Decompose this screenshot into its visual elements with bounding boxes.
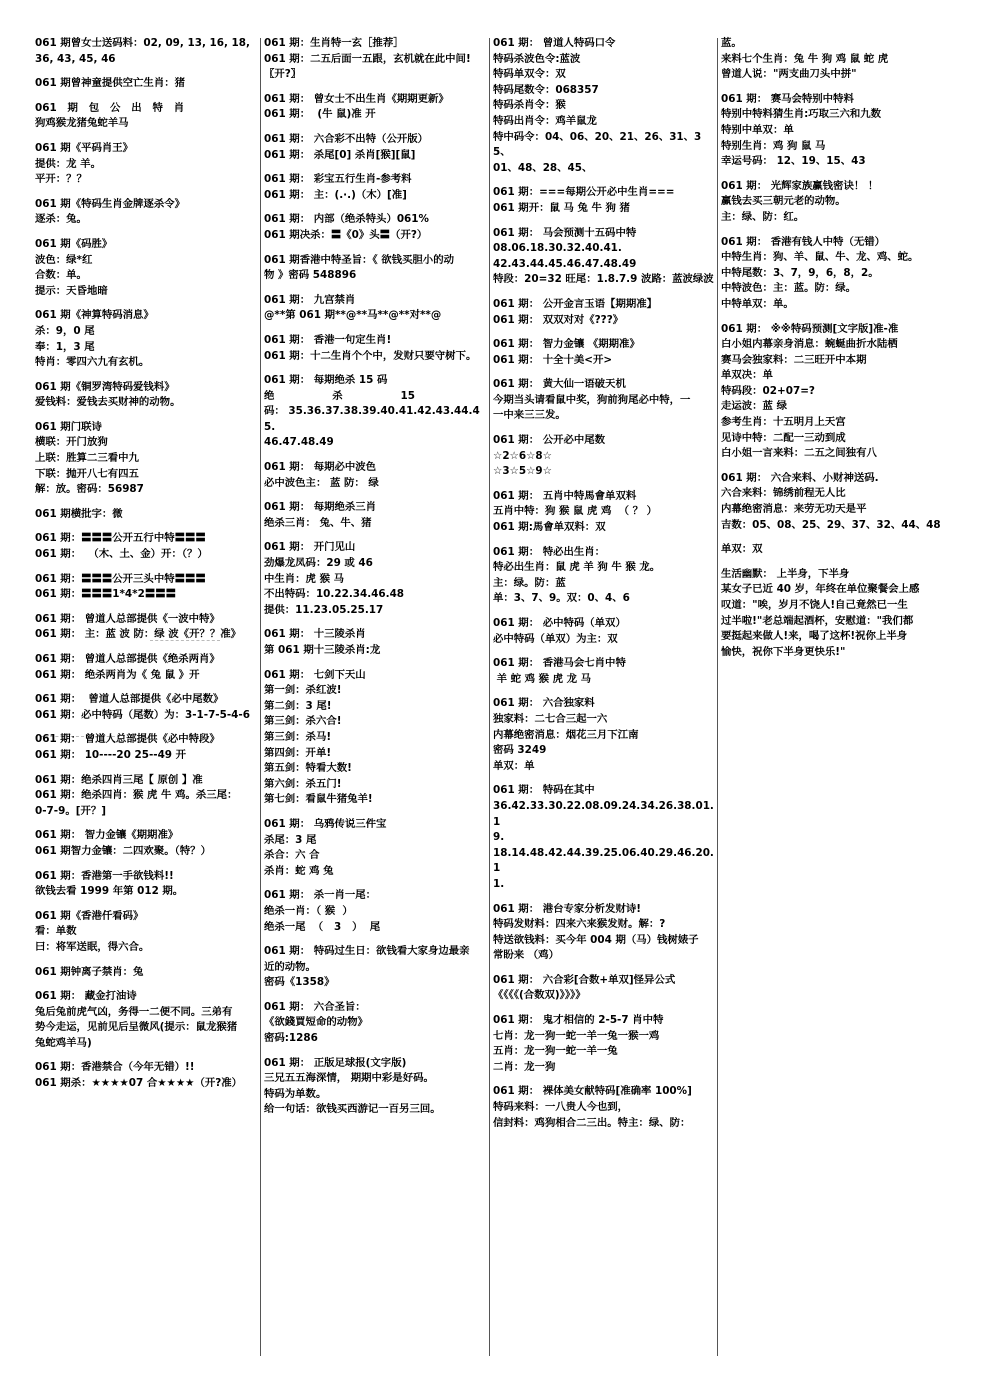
- text-line: 特段：20=32 旺尾：1.8.7.9 波路：蓝波绿波: [493, 273, 714, 286]
- text-line: 061 期：香港第一手欲钱料!!: [35, 869, 174, 882]
- text-line: 码： 35.36.37.38.39.40.41.42.43.44.45.: [264, 405, 480, 433]
- text-block: [493, 297, 718, 328]
- text-line: 9.: [493, 831, 505, 844]
- text-line: 061 期： 黄大仙一语破天机: [493, 378, 626, 391]
- text-line: 特码段：02+07=?: [721, 384, 815, 397]
- column-divider: [489, 38, 490, 1356]
- text-block: [35, 36, 257, 67]
- text-block: [35, 572, 257, 603]
- text-line: 061 期： ※※特码预测[文字版]准-准: [721, 322, 899, 335]
- text-block: [35, 989, 257, 1051]
- text-line: 061 期： 10----20 25--49 开: [35, 748, 187, 761]
- text-line: 必中特码（单双）为主：双: [493, 632, 618, 645]
- text-block: [264, 460, 489, 491]
- text-line: 第六剑：杀五门!: [264, 777, 342, 790]
- text-line: 061 期门联诗: [35, 420, 102, 433]
- text-line: 第二剑：3 尾!: [264, 699, 332, 712]
- text-line: 平开：？？: [35, 173, 87, 186]
- text-line: 061 期： （木、土、金）开：（？）: [35, 548, 208, 561]
- text-line: 第七剑：看鼠牛猪兔羊!: [264, 793, 373, 806]
- text-line: 提供：11.23.05.25.17: [264, 603, 384, 616]
- text-line: 密码 3249: [493, 744, 547, 757]
- text-block: [721, 567, 947, 661]
- text-line: 欲钱去看 1999 年第 012 期。: [35, 885, 184, 898]
- text-block: [493, 1084, 718, 1131]
- text-line: 46.47.48.49: [264, 436, 334, 449]
- text-line: 《欲錢買短命的动物》: [264, 1016, 368, 1029]
- text-line: 061 期： (牛 鼠)准 开: [264, 108, 376, 121]
- text-line: 061 期杀：★★★★07 合★★★★（开?准）: [35, 1077, 243, 1090]
- text-line: 061 期： 双双对对《???》: [493, 313, 624, 326]
- text-line: 单双决：单: [721, 369, 773, 382]
- text-line: 061 期《码胜》: [35, 237, 113, 250]
- text-block: [35, 531, 257, 562]
- text-line: 061 期： 特必出生肖：: [493, 545, 606, 558]
- text-line: 061 期 包 公 出 特 肖: [35, 101, 185, 114]
- text-line: 曾道人说："两支曲刀头中拼": [721, 68, 857, 81]
- text-line: 中特单双：单。: [721, 297, 794, 310]
- text-line: 给一句话：欲钱买西游记一百另三回。: [264, 1103, 441, 1116]
- text-line: 061 期： 曾女士不出生肖《期期更新》: [264, 92, 449, 105]
- text-block: [35, 101, 257, 132]
- text-line: 愉快，祝你下半身更快乐!": [721, 645, 846, 658]
- text-block: [264, 373, 489, 451]
- text-block: [35, 507, 257, 523]
- text-line: 合数：单。: [35, 269, 87, 282]
- text-line: 061 期:馬會单双料：双: [493, 521, 606, 534]
- text-line: 杀合：六 合: [264, 849, 320, 862]
- text-line: 不出特码：10.22.34.46.48: [264, 588, 405, 601]
- column-4: [721, 36, 947, 669]
- text-line: 061 期： 六合圣旨：: [264, 1000, 366, 1013]
- text-line: 42.43.44.45.46.47.48.49: [493, 257, 637, 270]
- text-block: [35, 773, 257, 820]
- text-line: 兔蛇鸡羊马): [35, 1036, 92, 1049]
- text-line: 061 期：生肖特一玄［推荐］: [264, 37, 404, 49]
- text-line: 绝杀三肖： 兔、牛、猪: [264, 516, 372, 529]
- text-line: 061 期：香港禁合（今年无错）!!: [35, 1061, 195, 1074]
- text-line: 061 期： 每期必中波色: [264, 461, 377, 474]
- text-line: 劲爆龙凤码：29 或 46: [264, 557, 373, 570]
- text-block: [721, 36, 947, 83]
- text-line: 兔后兔前虎气凶，务得一二便不同。三弟有: [35, 1005, 233, 1018]
- text-line: 主：绿、防：红。: [721, 210, 805, 223]
- text-line: 061 期： 必中特码（单双）: [493, 617, 626, 629]
- text-line: 特别中特料猜生肖:巧取三六和九数: [721, 108, 882, 121]
- text-line: 特别中单双：单: [721, 123, 794, 136]
- text-block: [264, 888, 489, 935]
- text-line: 061 期： 智力金镶《期期准》: [35, 829, 179, 842]
- text-line: 波色：绿*红: [35, 253, 93, 266]
- text-line: 061 期： 赛马会特别中特料: [721, 92, 854, 105]
- text-block: [493, 616, 718, 647]
- column-3: [493, 36, 718, 1140]
- text-line: 061 期： 曾道人总部提供《必中尾数》: [35, 693, 224, 706]
- text-line: 061 期： 公开金言玉语【期期准】: [493, 297, 658, 310]
- text-line: 曰：将军送眠，得六合。: [35, 940, 150, 953]
- text-line: 061 期： 曾道人总部提供《必中特段》: [35, 733, 220, 746]
- text-line: @**第 061 期**@**马**@**对**@: [264, 309, 442, 322]
- text-line: 061 期： 曾道人总部提供《一波中特》: [35, 612, 220, 625]
- text-line: 061 期曾女士送码料：02, 09, 13, 16, 18,: [35, 37, 250, 49]
- text-line: 061 期： 九宫禁肖: [264, 293, 356, 306]
- text-line: 061 期： 杀尾[0] 杀肖[猴][鼠]: [264, 148, 416, 161]
- text-line: 内幕绝密消息：烟花三月下江南: [493, 728, 639, 741]
- text-block: [35, 380, 257, 411]
- text-line: 36.42.33.30.22.08.09.24.34.26.38.01.1: [493, 799, 714, 828]
- text-line: 单双：双: [721, 543, 763, 556]
- text-block: [35, 652, 257, 683]
- text-line: 五肖中特：狗 猴 鼠 虎 鸡 （ ？ ）: [493, 505, 658, 518]
- text-line: 逐杀：兔。: [35, 213, 87, 226]
- text-block: [721, 92, 947, 170]
- text-line: 主：绿。防：蓝: [493, 576, 566, 589]
- text-line: 一中来三三发。: [493, 409, 566, 422]
- text-line: 061 期： 内部（绝杀特头）061%: [264, 213, 429, 226]
- text-line: 上联：胜算二三看中九: [35, 452, 139, 465]
- text-line: 中特波色：主：蓝。防：绿。: [721, 282, 857, 295]
- text-line: 061 期： 曾道人总部提供《绝杀两肖》: [35, 653, 220, 665]
- text-line: 特送欲钱料：买今年 004 期（马）钱树婊子: [493, 933, 699, 946]
- text-block: [264, 132, 489, 163]
- text-block: [493, 1013, 718, 1075]
- text-line: 061 期：〓〓〓公开五行中特〓〓〓: [35, 532, 206, 545]
- text-line: 061 期： 马会预测十五码中特: [493, 226, 637, 239]
- text-line: 绝 杀 15: [264, 389, 415, 402]
- text-block: [35, 308, 257, 370]
- text-line: 〖开?〗: [264, 68, 302, 81]
- text-block: [264, 500, 489, 531]
- text-line: 必中波色主： 蓝 防： 绿: [264, 476, 379, 489]
- text-line: 提供：龙 羊。: [35, 157, 101, 170]
- text-line: 特码来料：一八贵人今也到，: [493, 1101, 629, 1114]
- text-block: [493, 185, 718, 216]
- text-line: 要挺起来做人!来，喝了这杯!祝你上半身: [721, 630, 908, 643]
- text-block: [264, 540, 489, 618]
- text-line: 特码尾数令：068357: [493, 83, 599, 96]
- text-line: 0-7-9。[开？]: [35, 804, 106, 817]
- text-block: [35, 612, 257, 643]
- text-line: 061 期： 裸体美女献特码[准确率 100%]: [493, 1085, 692, 1098]
- text-block: [493, 489, 718, 536]
- text-block: [721, 179, 947, 226]
- text-line: 特码发财料：四来六来猴发财。解：?: [493, 918, 666, 931]
- text-line: 061 期： 开门见山: [264, 541, 356, 554]
- text-line: 1.: [493, 877, 505, 890]
- text-line: 18.14.48.42.44.39.25.06.40.29.46.20.1: [493, 846, 714, 875]
- text-line: 特码出肖令：鸡羊鼠龙: [493, 114, 597, 127]
- text-line: 横联：开门放狗: [35, 436, 108, 449]
- text-block: [35, 141, 257, 188]
- text-line: 来料七个生肖：兔 牛 狗 鸡 鼠 蛇 虎: [721, 52, 889, 65]
- text-line: 061 期： 乌鸦传说三件宝: [264, 817, 387, 830]
- text-block: [35, 237, 257, 299]
- column-1: [35, 36, 257, 1101]
- text-line: 密码:1286: [264, 1032, 318, 1045]
- text-block: [264, 817, 489, 879]
- text-line: 参考生肖：十五明月上天宫: [721, 416, 846, 429]
- text-line: 吉数：05、08、25、29、37、32、44、48: [721, 518, 941, 531]
- text-line: 常盼来 （鸡）: [493, 949, 559, 962]
- text-line: 第五剑：特看大数!: [264, 762, 352, 775]
- text-line: 羊 蛇 鸡 猴 虎 龙 马: [493, 672, 592, 685]
- text-line: 生活幽默： 上半身，下半身: [721, 567, 850, 580]
- text-line: 061 期《神算特码消息》: [35, 309, 154, 322]
- text-line: 三兄五五海深情， 期期中彩是好码。: [264, 1072, 434, 1085]
- text-line: 061 期：二五后面一五跟，玄机就在此中间!: [264, 52, 471, 65]
- text-block: [35, 732, 257, 763]
- text-line: 061 期：〓〓〓1*4*2〓〓〓: [35, 588, 176, 601]
- text-block: [35, 420, 257, 498]
- text-line: 走运波：蓝 绿: [721, 400, 787, 413]
- text-line: 061 期： 特码在其中: [493, 784, 595, 797]
- text-block: [493, 377, 718, 424]
- text-line: 白小姐内幕亲身消息：蜿蜒曲折水陆栖: [721, 338, 898, 351]
- text-block: [493, 656, 718, 687]
- text-line: 061 期：十二生肖个个中，发财只要守树下。: [264, 349, 477, 362]
- text-line: 061 期： 鬼才相信的 2-5-7 肖中特: [493, 1014, 664, 1027]
- text-line: 单：3、7、9。双：0、4、6: [493, 592, 630, 605]
- text-block: [493, 545, 718, 607]
- text-line: 今期当头请看鼠中奖，狗前狗尾必中特，一: [493, 393, 691, 406]
- text-line: 六合来料：锦绣前程无人比: [721, 487, 846, 500]
- text-line: 36, 43, 45, 46: [35, 52, 116, 65]
- text-line: 物 》密码 548896: [264, 269, 357, 282]
- text-line: 061 期《特码生肖金牌逐杀令》: [35, 197, 185, 210]
- text-block: [35, 869, 257, 900]
- text-line: 061 期： 曾道人特码口令: [493, 37, 616, 49]
- text-line: 061 期决杀：〓《0》头〓（开?）: [264, 228, 428, 241]
- text-block: [35, 76, 257, 92]
- text-line: 内幕绝密消息：来劳无功天是平: [721, 503, 867, 516]
- text-line: 提示：天昏地暗: [35, 284, 108, 297]
- column-divider: [260, 38, 261, 1356]
- text-block: [264, 36, 489, 83]
- text-line: 第 061 期十三陵杀肖:龙: [264, 644, 381, 656]
- text-line: 爱钱料：爱钱去买财神的动物。: [35, 396, 181, 409]
- text-line: 061 期： 每期绝杀 15 码: [264, 374, 388, 387]
- text-line: 绝杀一尾 （ 3 ） 尾: [264, 920, 381, 933]
- text-line: 061 期《铜罗湾特码爱钱料》: [35, 380, 175, 393]
- text-line: 白小姐一言来料：二五之间独有八: [721, 447, 877, 460]
- text-block: [493, 433, 718, 480]
- text-line: 061 期：〓〓〓公开三头中特〓〓〓: [35, 572, 206, 585]
- text-line: 中生肖：虎 猴 马: [264, 572, 344, 585]
- text-line: 061 期开：鼠 马 兔 牛 狗 猪: [493, 201, 630, 214]
- text-line: 061 期： 彩宝五行生肖-参考料: [264, 173, 412, 186]
- text-block: [35, 909, 257, 956]
- text-block: [493, 226, 718, 288]
- text-line: 叹道："唉，岁月不饶人!自己竟然已一生: [721, 599, 908, 611]
- text-line: 061 期： 主：(.·.)（木）[准]: [264, 188, 407, 201]
- text-block: [721, 542, 947, 558]
- text-line: 061 期： 十全十美<开>: [493, 353, 613, 366]
- text-block: [493, 783, 718, 892]
- text-line: 狗鸡猴龙猪兔蛇羊马: [35, 117, 129, 130]
- text-line: 061 期香港中特圣旨：《 欲钱买胆小的动: [264, 253, 454, 266]
- text-line: 特必出生肖：鼠 虎 羊 狗 牛 猴 龙。: [493, 561, 661, 574]
- text-block: [721, 322, 947, 462]
- text-block: [493, 337, 718, 368]
- text-line: 061 期：===每期公开必中生肖===: [493, 186, 675, 199]
- text-line: 061 期： 正版足球报(文字版): [264, 1056, 407, 1069]
- text-block: [493, 696, 718, 774]
- text-line: 第三剑：杀六合!: [264, 715, 342, 728]
- text-line: 五肖：龙一狗一蛇一羊一兔: [493, 1045, 618, 1058]
- text-line: 061 期： 杀一肖一尾：: [264, 889, 377, 902]
- text-line: 独家料：二七合三起一六: [493, 712, 608, 725]
- column-2: [264, 36, 489, 1127]
- text-line: 近的动物。: [264, 960, 316, 973]
- text-block: [35, 828, 257, 859]
- text-line: 061 期： 主：蓝 波 防：绿 波《开？？准》: [35, 628, 242, 641]
- text-line: 信封料：鸡狗相合二三出。特主：绿、防：: [493, 1116, 691, 1129]
- text-line: 单双：单: [493, 759, 535, 772]
- text-line: 杀尾：3 尾: [264, 833, 317, 846]
- text-line: 061 期： 特码过生日：欲钱看大家身边最亲: [264, 945, 470, 958]
- text-block: [493, 973, 718, 1004]
- text-line: 赛马会独家料：二三旺开中本期: [721, 353, 867, 366]
- text-block: [264, 253, 489, 284]
- text-line: 061 期：绝杀四肖三尾【 原创 】准: [35, 773, 203, 786]
- text-line: 见诗中特：二配一三动到成: [721, 431, 846, 444]
- text-block: [264, 627, 489, 658]
- text-line: 密码《1358》: [264, 976, 335, 989]
- text-line: 061 期： 公开必中尾数: [493, 434, 606, 447]
- text-line: 01、48、28、45、: [493, 161, 593, 174]
- text-block: [721, 471, 947, 533]
- text-line: 061 期《香港仟看码》: [35, 909, 144, 922]
- text-line: 第一剑：杀红波!: [264, 684, 342, 697]
- text-block: [35, 692, 257, 723]
- text-line: 061 期：必中特码（尾数）为：3-1-7-5-4-6: [35, 708, 250, 721]
- text-line: 特别生肖：鸡 狗 鼠 马: [721, 139, 826, 152]
- text-line: ☆3☆5☆9☆: [493, 465, 552, 478]
- text-line: 061 期： 绝杀两肖为《 兔 鼠 》开: [35, 668, 200, 681]
- text-block: [264, 668, 489, 808]
- text-line: 061 期《平码肖王》: [35, 141, 134, 154]
- text-line: 特码杀肖令：猴: [493, 99, 566, 112]
- text-line: 下联：抛开八七有四五: [35, 467, 139, 480]
- text-block: [264, 92, 489, 123]
- text-line: 061 期： 六合彩[合数+单双]怪异公式: [493, 973, 676, 986]
- text-line: 绝杀一肖：（ 猴 ）: [264, 904, 353, 917]
- text-line: 奉：1，3 尾: [35, 340, 95, 353]
- text-block: [493, 902, 718, 964]
- text-line: 061 期： 香港有钱人中特（无错）: [721, 235, 886, 248]
- text-line: 看：单数: [35, 925, 77, 938]
- text-block: [35, 965, 257, 981]
- text-line: 061 期： 每期绝杀三肖: [264, 501, 377, 514]
- text-line: 解：放。密码：56987: [35, 483, 144, 496]
- text-line: 061 期： 五肖中特馬會单双料: [493, 489, 637, 502]
- text-line: 08.06.18.30.32.40.41.: [493, 242, 622, 255]
- text-line: 势今走运，见前见后呈微风(提示：鼠龙猴猪: [35, 1021, 238, 1034]
- text-line: 061 期曾神童提供空亡生肖：猪: [35, 77, 185, 90]
- text-line: 061 期： 十三陵杀肖: [264, 628, 366, 641]
- text-line: 061 期智力金镶：二四欢聚。（特？）: [35, 844, 211, 857]
- text-line: 过半啦!"老总端起酒杯，安慰道："我们都: [721, 614, 914, 627]
- text-block: [264, 944, 489, 991]
- text-line: 特肖：零四六九有玄机。: [35, 356, 150, 369]
- text-line: 杀肖：蛇 鸡 兔: [264, 864, 334, 877]
- text-line: 061 期横批字：微: [35, 507, 123, 520]
- text-line: 061 期： 藏金打油诗: [35, 990, 137, 1003]
- text-line: 幸运号码： 12、19、15、43: [721, 155, 866, 168]
- text-line: 特码单双令：双: [493, 68, 566, 81]
- text-block: [264, 333, 489, 364]
- text-line: 赢钱去买三朝元老的动物。: [721, 195, 846, 208]
- text-line: 061 期钟离子禁肖：兔: [35, 965, 144, 978]
- text-line: 二肖：龙一狗: [493, 1060, 556, 1073]
- text-line: 061 期： 香港一句定生肖!: [264, 333, 392, 346]
- text-line: 061 期： 六合独家料: [493, 697, 595, 710]
- text-block: [264, 212, 489, 243]
- text-line: 特码杀波色令:蓝波: [493, 52, 581, 65]
- text-line: 杀：9，0 尾: [35, 324, 95, 337]
- text-line: 第三剑：杀马!: [264, 730, 332, 743]
- text-line: 中特尾数：3、7，9，6，8，2。: [721, 266, 879, 279]
- text-block: [35, 197, 257, 228]
- text-line: 061 期： 智力金镶 《期期准》: [493, 338, 640, 351]
- text-line: 061 期： 六合来料、小财神送码.: [721, 471, 879, 484]
- text-block: [264, 293, 489, 324]
- text-line: 061 期： 光辉家族赢钱密诀！ ！: [721, 179, 879, 192]
- text-line: 第四剑：开单!: [264, 746, 332, 759]
- text-line: 061 期： 六合彩不出特（公开版）: [264, 132, 429, 145]
- text-block: [264, 1056, 489, 1118]
- text-line: 061 期： 香港马会七肖中特: [493, 657, 626, 670]
- text-block: [264, 1000, 489, 1047]
- text-block: [35, 1060, 257, 1091]
- text-line: 某女子已近 40 岁，年终在单位聚餐会上感: [721, 583, 920, 596]
- text-block: [721, 235, 947, 313]
- text-line: 蓝。: [721, 37, 742, 49]
- text-block: [493, 36, 718, 176]
- text-line: 七肖：龙一狗一蛇一羊一兔一猴一鸡: [493, 1029, 660, 1042]
- text-line: 061 期： 七剑下天山: [264, 668, 366, 681]
- text-block: [264, 172, 489, 203]
- text-line: 061 期：绝杀四肖：猴 虎 牛 鸡。杀三尾：: [35, 789, 238, 802]
- text-line: 061 期： 港台专家分析发财诗!: [493, 902, 641, 915]
- text-line: ☆2☆6☆8☆: [493, 449, 552, 462]
- text-line: 《《《《(合数双)》》》》: [493, 989, 586, 1002]
- text-line: 特码为单数。: [264, 1087, 327, 1100]
- text-line: 特中码令：04、06、20、21、26、31、35、: [493, 130, 702, 159]
- text-line: 中特生肖：狗、羊、鼠、牛、龙、鸡、蛇。: [721, 251, 919, 264]
